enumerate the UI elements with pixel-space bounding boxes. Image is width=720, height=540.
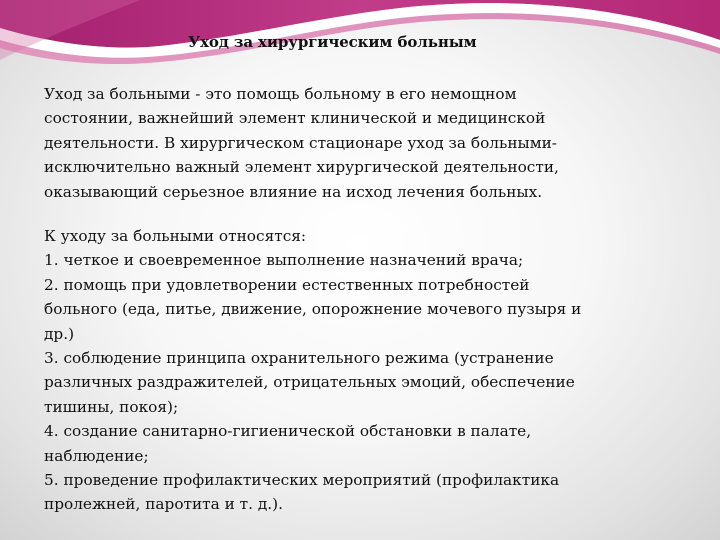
list-heading: К уходу за больными относятся:	[44, 227, 307, 245]
list-item-continuation: больного (еда, питье, движение, опорожнение мочевого пузыря и	[44, 300, 582, 319]
list-item: 4. создание санитарно-гигиенической обстановки в палате,	[44, 422, 532, 441]
slide-title: Уход за хирургическим больным	[188, 33, 477, 51]
paragraph-line: оказывающий серьезное влияние на исход лечения больных.	[44, 182, 543, 201]
list-item-continuation: различных раздражителей, отрицательных эмоций, обеспечение	[44, 373, 575, 392]
list-item: 5. проведение профилактических мероприятий (профилактика	[44, 471, 560, 490]
paragraph-line: деятельности. В хирургическом стационаре уход за больными-	[44, 133, 557, 152]
intro-paragraph	[44, 82, 684, 204]
paragraph-line: Уход за больными - это помощь больному в его немощном	[44, 85, 517, 103]
care-list	[44, 224, 694, 517]
list-item: 1. четкое и своевременное выполнение назначений врача;	[44, 251, 524, 270]
list-item: 3. соблюдение принципа охранительного режима (устранение	[44, 349, 554, 368]
list-item-continuation: др.)	[44, 324, 75, 343]
paragraph-line: исключительно важный элемент хирургической деятельности,	[44, 158, 559, 177]
list-item: 2. помощь при удовлетворении естественных потребностей	[44, 275, 530, 294]
list-item-continuation: наблюдение;	[44, 446, 149, 465]
list-item-continuation: пролежней, паротита и т. д.).	[44, 495, 283, 514]
list-item-continuation: тишины, покоя);	[44, 397, 179, 416]
paragraph-line: состоянии, важнейший элемент клинической и медицинской	[44, 109, 546, 128]
